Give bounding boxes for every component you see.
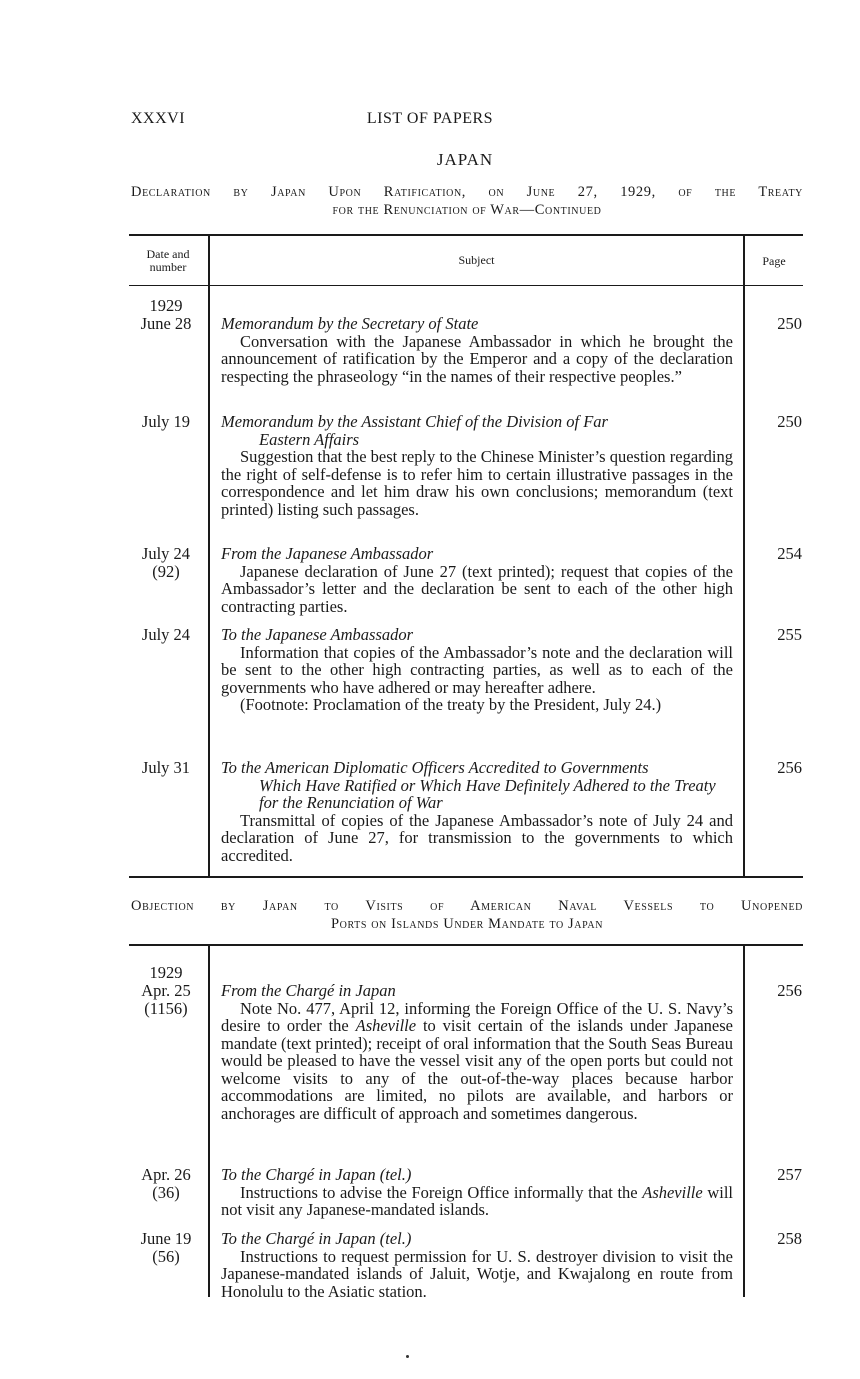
entry-number: (36)	[152, 1182, 180, 1202]
column-divider	[208, 234, 210, 876]
entry-title: To the Japanese Ambassador	[221, 625, 414, 644]
ship-name: Asheville	[642, 1182, 703, 1202]
entry-body: Suggestion that the best reply to the Chinese Minister’s question regarding the right of self-defense is to refer him to certain illustrative passages in the correspondence and let him draw his own conclusions; memorandum (text printed) listing such passages.	[221, 447, 733, 519]
entry-date	[127, 626, 205, 644]
entry-page: 258	[777, 1229, 802, 1248]
section-title-line: for the Renunciation of War—Continued	[332, 202, 602, 218]
entry-footnote: (Footnote: Proclamation of the treaty by the President, July 24.)	[240, 695, 662, 714]
entry-subject	[221, 759, 733, 864]
section-title-line: Objection by Japan to Visits of American Naval Vessels to Unopened	[131, 898, 803, 914]
entry-body: Information that copies of the Ambassador’s note and the declaration will be sent to the other high contracting parties, as well as to each of the governments who have adhered or may hereafter adhere.	[221, 642, 733, 697]
entry-date	[127, 982, 205, 1017]
entry-body-text: Instructions to advise the Foreign Office informally that the	[240, 1182, 643, 1202]
entry-page: 256	[777, 758, 802, 777]
entry-page: 257	[777, 1165, 802, 1184]
entry-body-text: will not visit any Japanese-mandated islands.	[221, 1182, 733, 1219]
entry-date-text: June 28	[140, 314, 192, 333]
entry-date-text: July 24	[141, 544, 191, 563]
entry-body	[221, 1184, 733, 1219]
entry-date	[127, 1230, 205, 1265]
running-title: LIST OF PAPERS	[366, 110, 494, 127]
entry-body: Japanese declaration of June 27 (text printed); request that copies of the Ambassador’s letter and the declaration be sent to each of the other high contracting parties.	[221, 561, 733, 616]
entry-body: Instructions to request permission for U. S. destroyer division to visit the Japanese-mandated islands of Jaluit, Wotje, and Kwajalong en route from Honolulu to the Asiatic station.	[221, 1246, 733, 1301]
ship-name: Asheville	[355, 1016, 417, 1035]
table-top-rule	[129, 234, 803, 236]
entry-subject	[221, 1230, 733, 1300]
entry-body: Transmittal of copies of the Japanese Ambassador’s note of July 24 and declaration of June 27, for transmission to the governments to which accredited.	[221, 810, 733, 865]
entry-date-text: July 24	[141, 625, 191, 644]
entry-subject	[221, 315, 733, 385]
year-label: 1929	[149, 963, 183, 982]
entry-date-text: Apr. 26	[141, 1165, 191, 1184]
entry-date-text: Apr. 25	[141, 981, 191, 1000]
column-header-subject: Subject	[458, 253, 495, 267]
entry-title-text: To the American Diplomatic Officers Accredited to Governments	[221, 758, 649, 777]
entry-page: 250	[777, 314, 802, 333]
entry-subject	[221, 545, 733, 615]
entry-page: 256	[777, 981, 802, 1000]
entry-date-text: July 31	[141, 758, 191, 777]
entry-title: To the Chargé in Japan (tel.)	[221, 1229, 412, 1248]
table-header-rule	[129, 285, 803, 286]
entry-date	[127, 759, 205, 777]
column-divider	[743, 234, 745, 876]
section-title	[131, 183, 803, 219]
column-header-page: Page	[762, 254, 786, 268]
entry-page: 250	[777, 412, 802, 431]
entry-date-text: July 19	[141, 412, 191, 431]
entry-title-text: Memorandum by the Assistant Chief of the Division of Far	[221, 412, 608, 431]
year-label: 1929	[149, 296, 183, 315]
entry-date	[127, 413, 205, 431]
ink-speck	[406, 1355, 409, 1358]
entry-body-text: to visit certain of the islands under Japanese mandate (text printed); receipt of oral information that the South Seas Bureau would be pleased to have the vessel visit any of the open ports but could not welcome visits to any of the out-of-the-way places because harbor accommodations are limited, no pilots are available, and harbors or anchorages are difficult of approach and sometimes dangerous.	[221, 1016, 733, 1123]
page-number: XXXVI	[131, 110, 186, 127]
entry-page: 254	[777, 544, 802, 563]
entry-number: (56)	[152, 1246, 180, 1266]
entry-title-continued: Eastern Affairs	[259, 429, 360, 449]
section-title	[131, 897, 803, 933]
section-title-line: Declaration by Japan Upon Ratification, on June 27, 1929, of the Treaty	[131, 184, 803, 200]
entry-page: 255	[777, 625, 802, 644]
entry-body-text: Note No. 477, April 12, informing the Foreign Office of the U. S. Navy’s desire to order the	[221, 998, 733, 1035]
entry-body	[221, 1000, 733, 1123]
entry-title: From the Chargé in Japan	[221, 981, 396, 1000]
column-divider	[208, 944, 210, 1297]
section-title-line: Ports on Islands Under Mandate to Japan	[330, 916, 604, 932]
entry-title: From the Japanese Ambassador	[221, 544, 434, 563]
entry-number: (92)	[152, 561, 180, 581]
entry-number: (1156)	[144, 998, 188, 1018]
entry-date	[127, 545, 205, 580]
entry-date	[127, 1166, 205, 1201]
entry-date-text: June 19	[140, 1229, 192, 1248]
table-top-rule	[129, 944, 803, 946]
entry-title: Memorandum by the Secretary of State	[221, 314, 479, 333]
entry-title	[221, 413, 733, 448]
entry-subject	[221, 626, 733, 714]
entry-title-continued: Which Have Ratified or Which Have Definitely Adhered to the Treaty for the Renunciation of War	[259, 775, 716, 812]
column-header-date: Date and number	[146, 247, 190, 274]
entry-subject	[221, 1166, 733, 1219]
entry-date	[127, 315, 205, 333]
entry-subject	[221, 413, 733, 518]
entry-title: To the Chargé in Japan (tel.)	[221, 1165, 412, 1184]
entry-body: Conversation with the Japanese Ambassador in which he brought the announcement of ratification by the Emperor and a copy of the declaration respecting the phraseology “in the names of their respective peoples.”	[221, 331, 733, 386]
entry-subject	[221, 982, 733, 1122]
entry-title	[221, 759, 733, 812]
column-divider	[743, 944, 745, 1297]
table-bottom-rule	[129, 876, 803, 878]
country-heading: JAPAN	[436, 150, 494, 169]
